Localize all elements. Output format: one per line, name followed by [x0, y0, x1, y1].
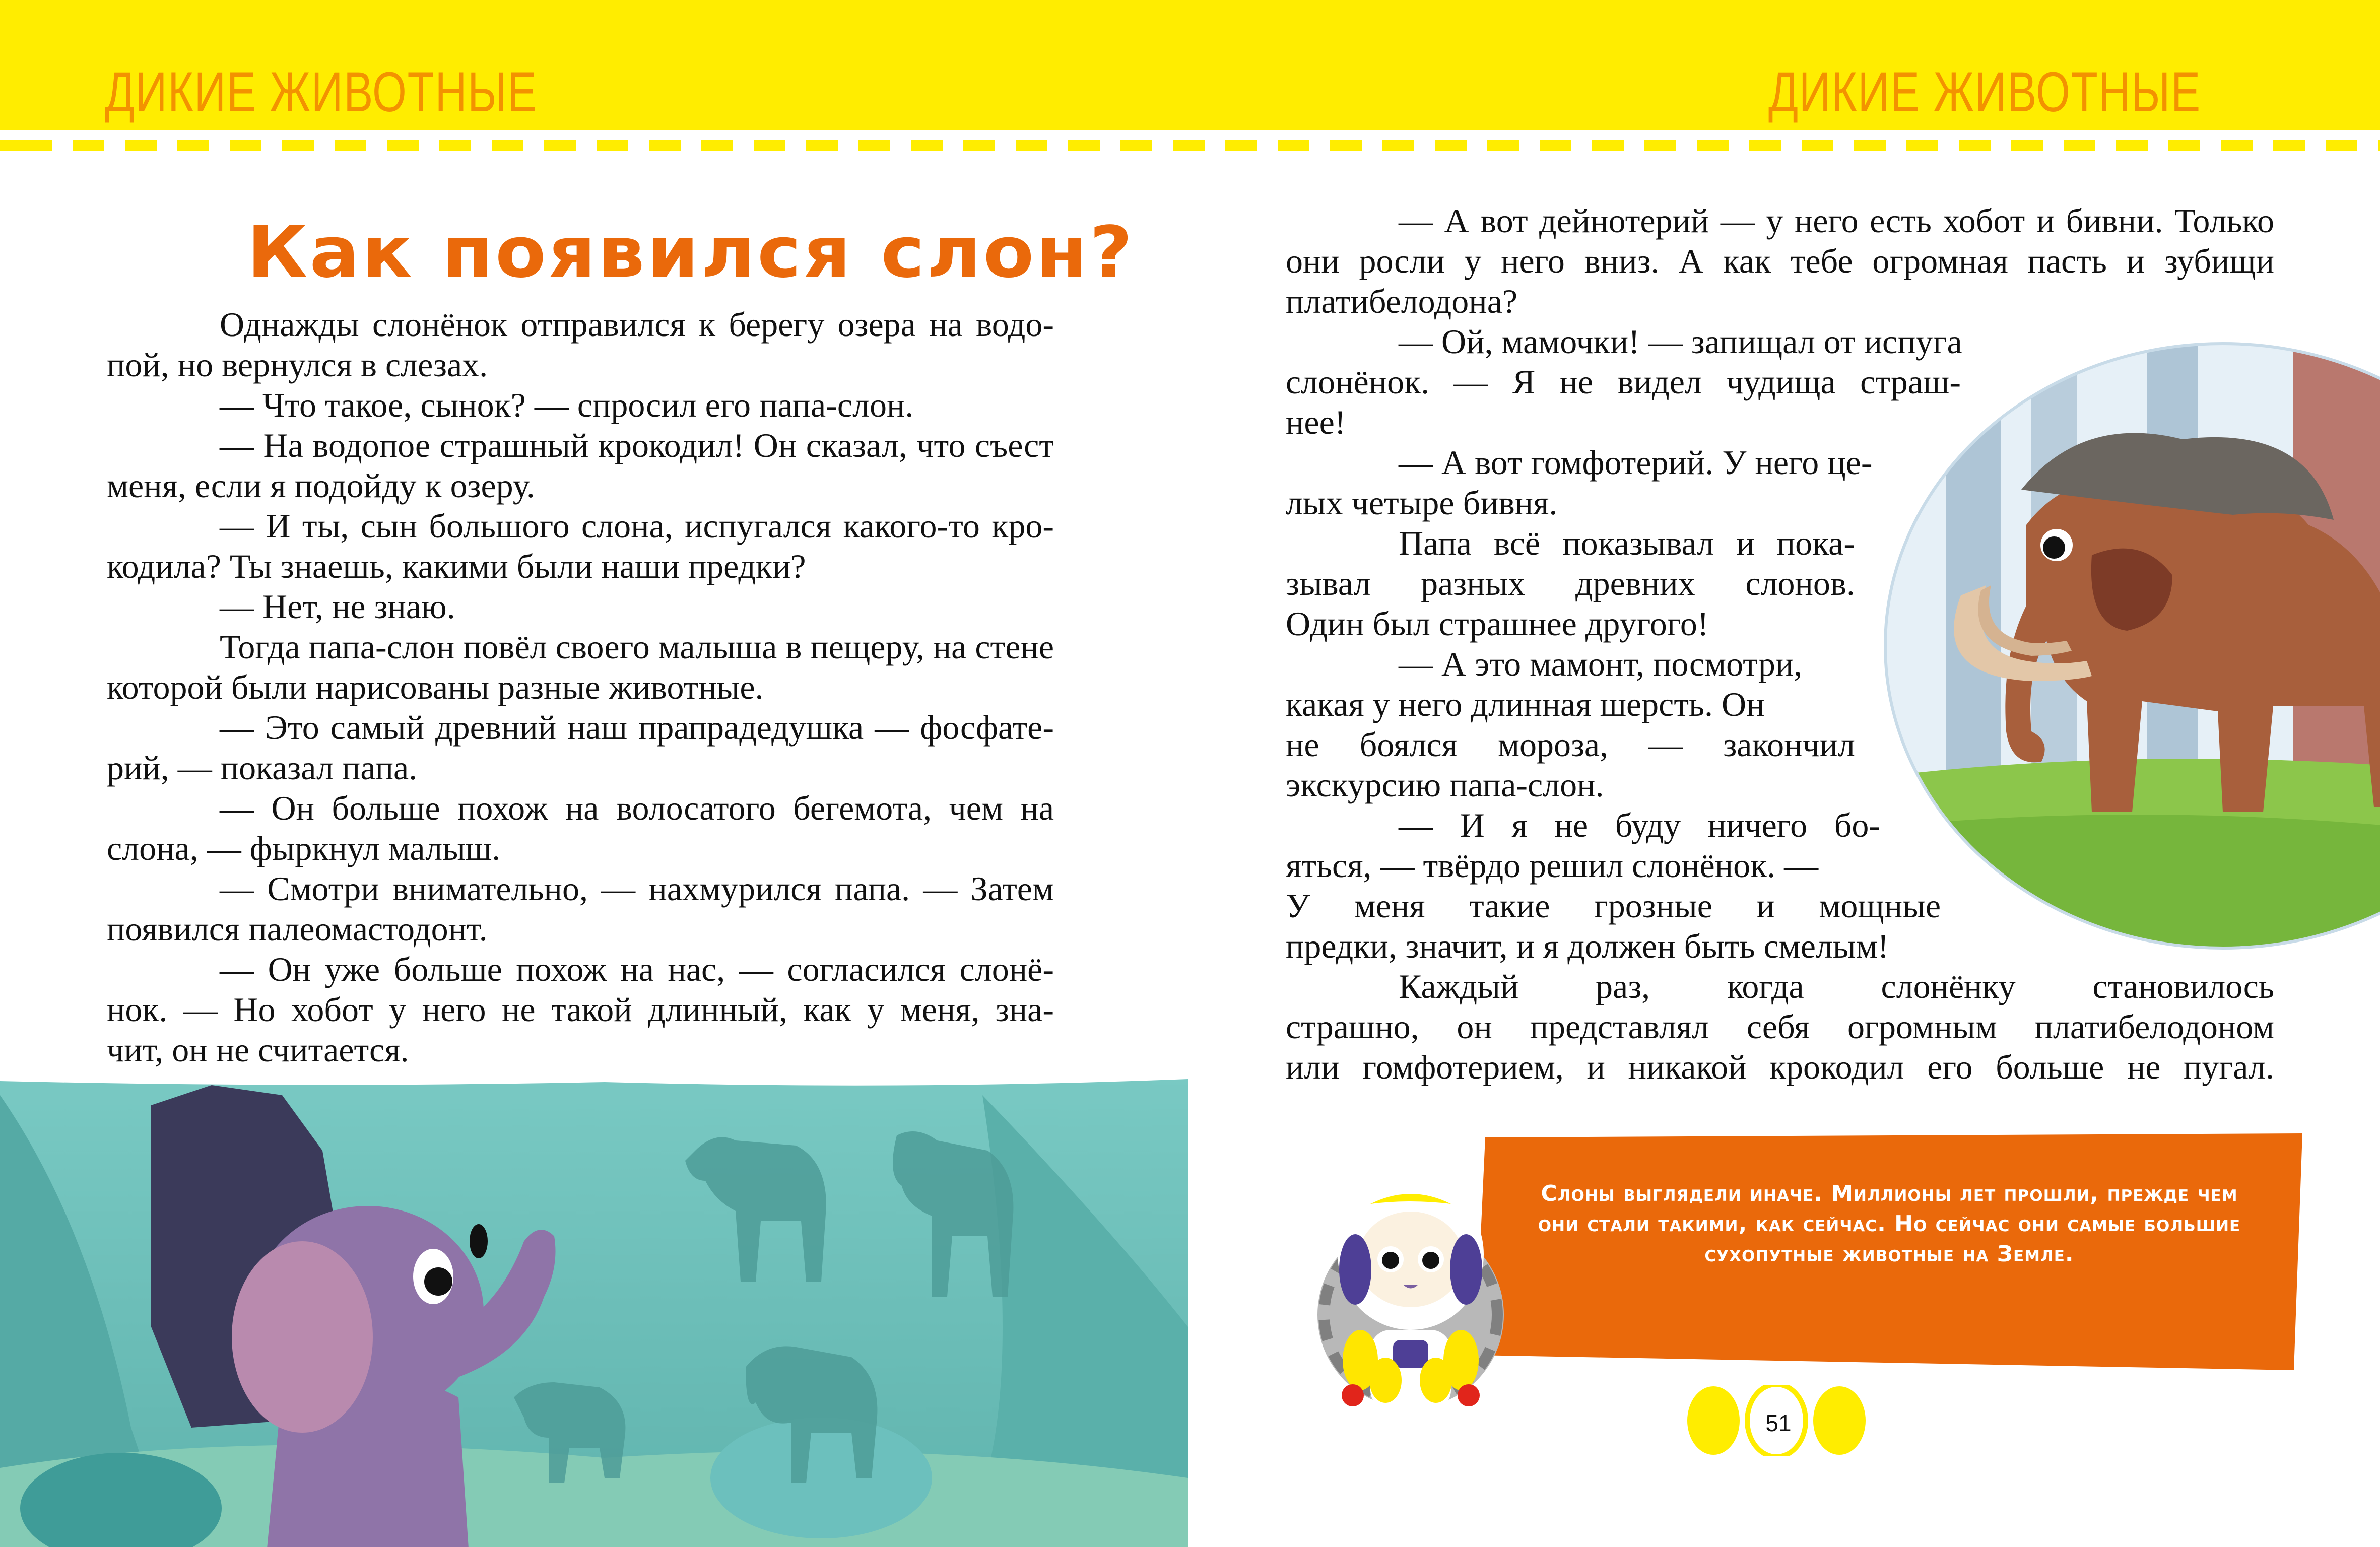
text-line: Папа всё показывал и пока-	[1399, 524, 1855, 562]
cave-illustration	[0, 1075, 1188, 1547]
text-line: нок. — Но хобот у него не такой длинный, как у меня, зна-	[107, 990, 1054, 1029]
text-line: — Это самый древний наш прапрадедушка — фосфате-	[220, 708, 1054, 747]
text-line: — Он уже больше похож на нас, — согласился слонё-	[220, 950, 1054, 988]
page-number: 51	[1765, 1410, 1792, 1436]
text-line: У меня такие грозные и мощные	[1286, 887, 1941, 925]
text-line: — А вот дейнотерий — у него есть хобот и бивни. Только	[1399, 201, 2274, 240]
text-line: предки, значит, и я должен быть смелым!	[1286, 927, 1889, 965]
text-line: они росли у него вниз. А как тебе огромная пасть и зубищи	[1286, 242, 2274, 280]
text-line: какая у него длинная шерсть. Он	[1286, 685, 1765, 723]
cave-scene-icon	[0, 1075, 1188, 1547]
text-line: которой были нарисованы разные животные.	[107, 668, 764, 706]
text-line: Однажды слонёнок отправился к берегу озера на водо-	[220, 305, 1054, 344]
text-line: — На водопое страшный крокодил! Он сказал, что съест	[220, 426, 1054, 464]
text-line: страшно, он представлял себя огромным платибелодоном	[1286, 1007, 2274, 1046]
section-title-right: ДИКИЕ ЖИВОТНЫЕ	[1768, 60, 2201, 123]
text-line: — И ты, сын большого слона, испугался какого-то кро-	[220, 507, 1054, 545]
page-title: Как появился слон?	[247, 212, 1135, 294]
fact-text: Слоны выглядели иначе. Миллионы лет прошли, прежде чем они стали такими, как сейчас. Но сейчас они самые большие сухопутные животные на Земле.	[1538, 1181, 2241, 1267]
text-line: яться, — твёрдо решил слонёнок. —	[1286, 846, 1819, 885]
text-line: экскурсию папа-слон.	[1286, 766, 1604, 804]
text-line: зывал разных древних слонов.	[1286, 564, 1855, 602]
text-line: Каждый раз, когда слонёнку становилось	[1399, 967, 2274, 1005]
astronaut-robot-icon	[1310, 1189, 1511, 1410]
text-line: пой, но вернулся в слезах.	[107, 346, 488, 384]
text-line: не боялся мороза, — закончил	[1286, 725, 1855, 764]
mammoth-illustration	[1880, 333, 2380, 993]
text-line: — Нет, не знаю.	[220, 587, 455, 626]
robot-mascot	[1310, 1189, 1511, 1410]
text-line: нее!	[1286, 403, 1346, 441]
text-line: появился палеомастодонт.	[107, 910, 488, 948]
text-line: слонёнок. — Я не видел чудища страш-	[1286, 363, 1961, 401]
text-line: платибелодона?	[1286, 282, 1518, 320]
dashed-divider	[0, 140, 2380, 151]
text-line: — А это мамонт, посмотри,	[1399, 645, 1803, 683]
story-left-column	[107, 304, 1054, 1070]
text-line: рий, — показал папа.	[107, 749, 418, 787]
text-line: — Что такое, сынок? — спросил его папа-слон.	[220, 386, 914, 424]
text-line: меня, если я подойду к озеру.	[107, 466, 535, 505]
text-line: кодила? Ты знаешь, какими были наши предки?	[107, 547, 806, 585]
text-line: Тогда папа-слон повёл своего малыша в пещеру, на стене	[220, 628, 1054, 666]
text-line: — Он больше похож на волосатого бегемота, чем на	[220, 789, 1054, 827]
text-line: слона, — фыркнул малыш.	[107, 829, 501, 867]
text-line: — И я не буду ничего бо-	[1399, 806, 1880, 844]
text-line: — Смотри внимательно, — нахмурился папа. — Затем	[220, 869, 1054, 908]
section-title-left: ДИКИЕ ЖИВОТНЫЕ	[105, 60, 538, 123]
text-line: чит, он не считается.	[107, 1031, 409, 1069]
text-line: Один был страшнее другого!	[1286, 604, 1709, 643]
text-line: или гомфотерием, и никакой крокодил его больше не пугал.	[1286, 1048, 2274, 1086]
mammoth-scene-icon	[1880, 333, 2380, 993]
text-line: лых четыре бивня.	[1286, 484, 1558, 522]
text-line: — Ой, мамочки! — запищал от испуга	[1399, 322, 1962, 361]
text-line: — А вот гомфотерий. У него це-	[1399, 443, 1873, 482]
